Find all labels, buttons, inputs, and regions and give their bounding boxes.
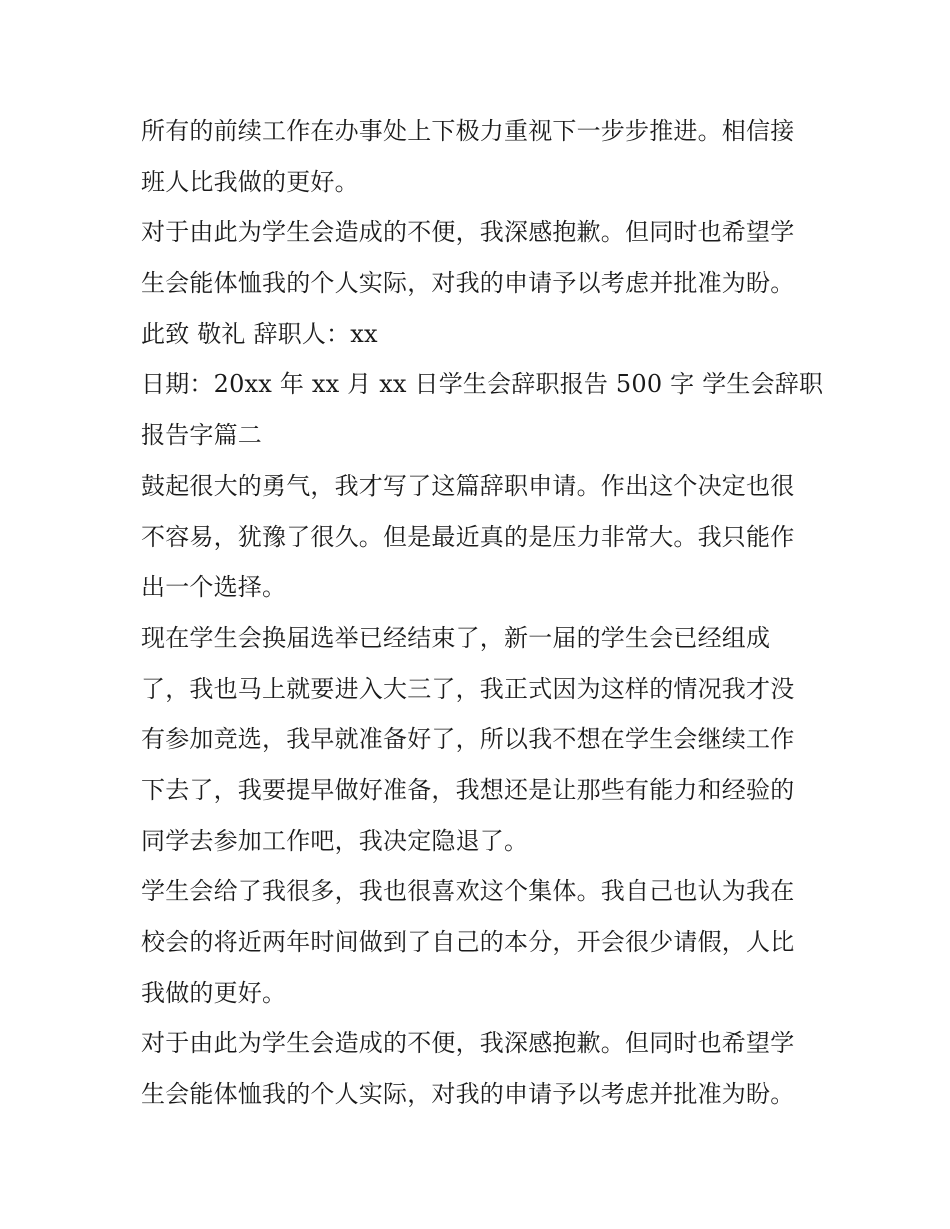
- text-line: 了，我也马上就要进入大三了，我正式因为这样的情况我才没: [141, 674, 795, 703]
- text-line: 现在学生会换届选举已经结束了，新一届的学生会已经组成: [141, 623, 771, 652]
- text-line: 所有的前续工作在办事处上下极力重视下一步步推进。相信接: [141, 117, 795, 145]
- text-line: 鼓起很大的勇气，我才写了这篇辞职申请。作出这个决定也很: [141, 471, 795, 500]
- text-line: 下去了，我要提早做好准备，我想还是让那些有能力和经验的: [141, 775, 795, 804]
- text-line: 生会能体恤我的个人实际，对我的申请予以考虑并批准为盼。: [141, 269, 795, 298]
- signature-line: 此致 敬礼 辞职人：xx: [141, 319, 378, 348]
- text-line: 对于由此为学生会造成的不便，我深感抱歉。但同时也希望学: [141, 218, 795, 247]
- text-line: 有参加竞选，我早就准备好了，所以我不想在学生会继续工作: [141, 725, 795, 754]
- text-line: 生会能体恤我的个人实际，对我的申请予以考虑并批准为盼。: [141, 1080, 795, 1109]
- text-line: 不容易，犹豫了很久。但是最近真的是压力非常大。我只能作: [141, 522, 795, 551]
- text-line: 学生会给了我很多，我也很喜欢这个集体。我自己也认为我在: [141, 877, 795, 906]
- text-line: 班人比我做的更好。: [141, 167, 359, 196]
- text-line: 对于由此为学生会造成的不便，我深感抱歉。但同时也希望学: [141, 1029, 795, 1058]
- date-line: 日期：20xx 年 xx 月 xx 日学生会辞职报告 500 字 学生会辞职: [141, 370, 824, 399]
- text-line: 我做的更好。: [141, 978, 287, 1007]
- text-line: 同学去参加工作吧，我决定隐退了。: [141, 826, 529, 855]
- document-body: [141, 106, 824, 1120]
- text-line: 校会的将近两年时间做到了自己的本分，开会很少请假，人比: [141, 928, 795, 956]
- section-title-line: 报告字篇二: [141, 421, 262, 450]
- text-line: 出一个选择。: [141, 573, 287, 602]
